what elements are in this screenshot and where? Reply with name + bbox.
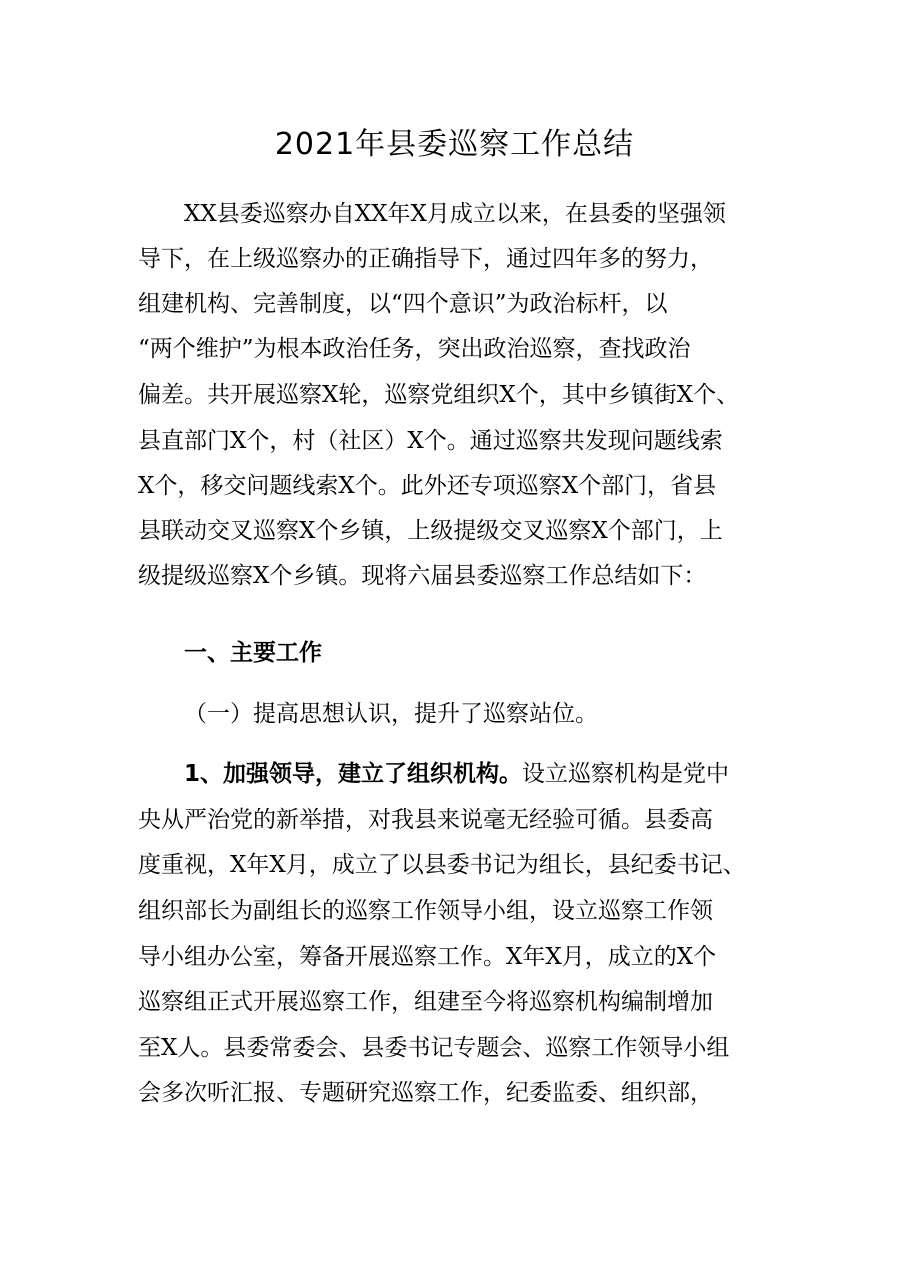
document-title: 2021年县委巡察工作总结 — [274, 127, 635, 162]
item1-line-6: 巡察组正式开展巡察工作，组建至今将巡察机构编制增加 — [138, 989, 713, 1015]
intro-line-3: 组建机构、完善制度，以“四个意识”为政治标杆，以 — [138, 291, 668, 317]
subsection-heading: （一）提高思想认识，提升了巡察站位。 — [184, 701, 598, 727]
intro-line-1: XX县委巡察办自XX年X月成立以来，在县委的坚强领 — [184, 201, 726, 227]
item1-first-line-rest: 设立巡察机构是党中 — [522, 761, 730, 787]
section-heading: 一、主要工作 — [184, 640, 322, 666]
item1-line-5: 导小组办公室，筹备开展巡察工作。X年X月，成立的X个 — [138, 944, 717, 970]
intro-line-8: 县联动交叉巡察X个乡镇，上级提级交叉巡察X个部门，上 — [138, 518, 723, 544]
intro-line-2: 导下，在上级巡察办的正确指导下，通过四年多的努力， — [138, 246, 713, 272]
item1-first-line — [184, 756, 778, 792]
item1-line-2: 央从严治党的新举措，对我县来说毫无经验可循。县委高 — [138, 807, 713, 833]
item1-line-7: 至X人。县委常委会、县委书记专题会、巡察工作领导小组 — [138, 1035, 730, 1061]
item1-line-3: 度重视，X年X月，成立了以县委书记为组长，县纪委书记、 — [138, 852, 746, 878]
intro-line-6: 县直部门X个，村（社区）X个。通过巡察共发现问题线索 — [138, 428, 723, 454]
item1-bold-heading: 1、加强领导，建立了组织机构。 — [184, 761, 523, 787]
intro-line-9: 级提级巡察X个乡镇。现将六届县委巡察工作总结如下： — [138, 563, 707, 589]
intro-line-4: “两个维护”为根本政治任务，突出政治巡察，查找政治 — [138, 336, 691, 362]
intro-line-5: 偏差。共开展巡察X轮，巡察党组织X个，其中乡镇街X个、 — [138, 382, 740, 408]
item1-line-8: 会多次听汇报、专题研究巡察工作，纪委监委、组织部， — [138, 1080, 713, 1106]
intro-line-7: X个，移交问题线索X个。此外还专项巡察X个部门，省县 — [138, 473, 717, 499]
item1-line-4: 组织部长为副组长的巡察工作领导小组，设立巡察工作领 — [138, 898, 713, 924]
